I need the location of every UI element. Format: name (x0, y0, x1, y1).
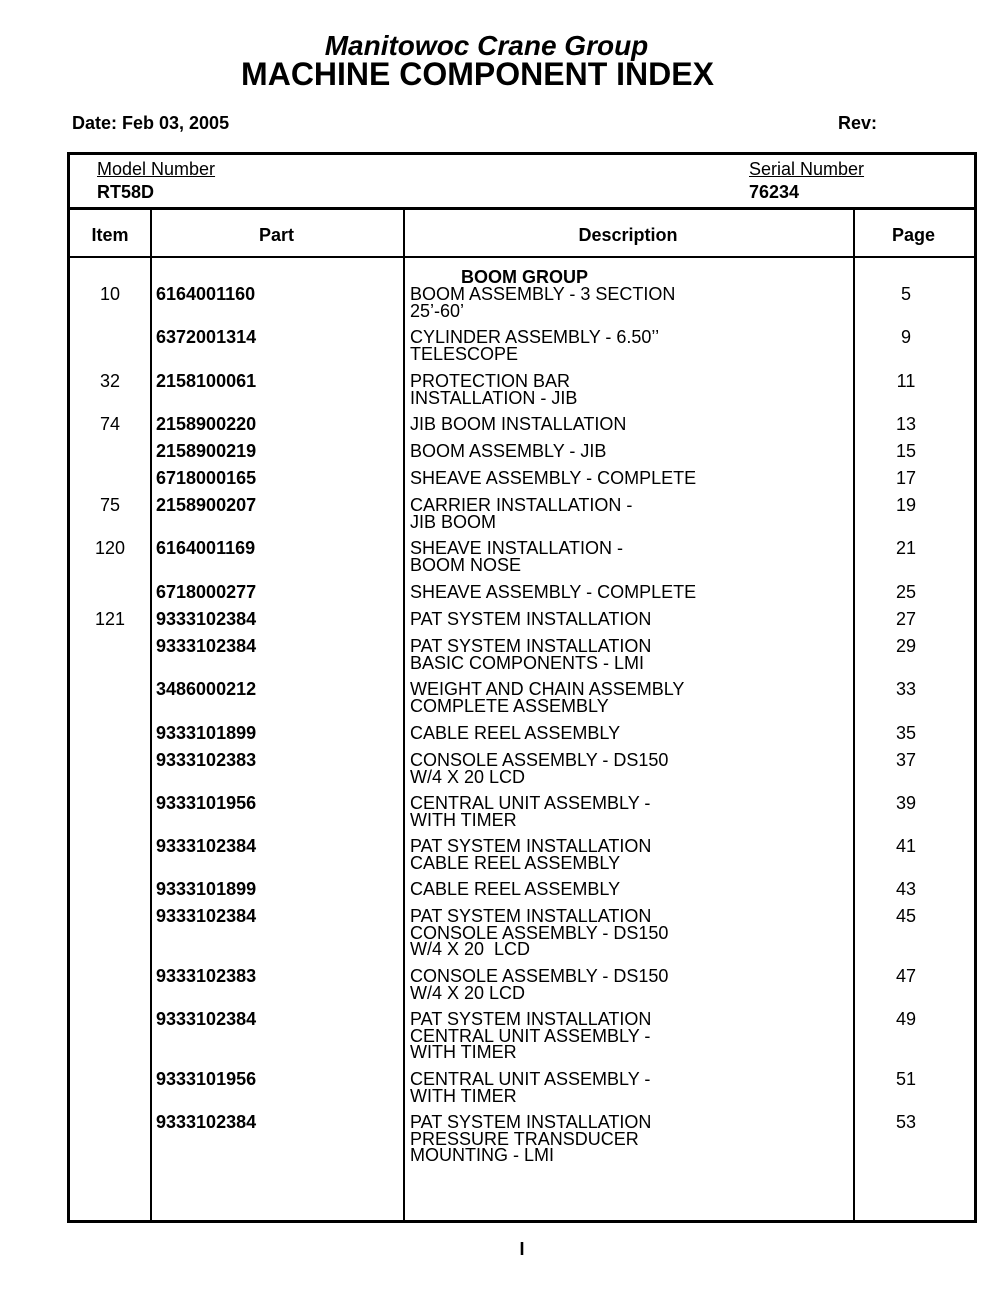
part-description: CONSOLE ASSEMBLY - DS150 W/4 X 20 LCD (410, 966, 669, 1003)
part-number: 2158900220 (156, 414, 257, 434)
model-number-value: RT58D (97, 182, 155, 202)
part-description: JIB BOOM INSTALLATION (410, 414, 627, 434)
column-header-part: Part (258, 225, 294, 245)
column-header-description: Description (578, 225, 678, 245)
page-reference: 39 (895, 793, 917, 813)
page-reference: 45 (895, 906, 917, 926)
part-description: PAT SYSTEM INSTALLATION BASIC COMPONENTS - LMI (410, 636, 652, 673)
part-description: CARRIER INSTALLATION - JIB BOOM (410, 495, 633, 532)
part-number: 9333102383 (156, 966, 257, 986)
part-description: SHEAVE INSTALLATION - BOOM NOSE (410, 538, 624, 575)
page-reference: 53 (895, 1112, 917, 1132)
page-reference: 49 (895, 1009, 917, 1029)
serial-number-label: Serial Number (749, 159, 865, 179)
part-number: 9333102384 (156, 609, 257, 629)
item-column-divider (150, 209, 152, 1220)
page-reference: 11 (896, 371, 916, 391)
part-description: WEIGHT AND CHAIN ASSEMBLY COMPLETE ASSEMBLY (410, 679, 685, 716)
serial-number-value: 76234 (749, 182, 800, 202)
part-description: CABLE REEL ASSEMBLY (410, 723, 621, 743)
part-description: BOOM ASSEMBLY - 3 SECTION 25’-60’ (410, 284, 676, 321)
part-number: 9333102384 (156, 636, 257, 656)
page-reference: 5 (900, 284, 911, 304)
part-description: PAT SYSTEM INSTALLATION PRESSURE TRANSDUCER MOUNTING - LMI (410, 1112, 652, 1165)
page-reference: 13 (895, 414, 917, 434)
page-reference: 21 (895, 538, 917, 558)
page-reference: 35 (895, 723, 917, 743)
page-reference: 27 (895, 609, 917, 629)
part-description: PROTECTION BAR INSTALLATION - JIB (410, 371, 578, 408)
part-description: CONSOLE ASSEMBLY - DS150 W/4 X 20 LCD (410, 750, 669, 787)
header-divider (70, 256, 974, 258)
part-number: 6718000277 (156, 582, 257, 602)
part-number: 6164001160 (156, 284, 256, 304)
part-number: 9333101956 (156, 793, 257, 813)
model-number-label: Model Number (97, 159, 216, 179)
item-number: 32 (99, 371, 121, 391)
part-column-divider (403, 209, 405, 1220)
part-number: 9333102384 (156, 1112, 257, 1132)
description-column-divider (853, 209, 855, 1220)
page-reference: 37 (895, 750, 917, 770)
page-reference: 15 (895, 441, 917, 461)
page-reference: 43 (895, 879, 917, 899)
company-name: Manitowoc Crane Group (324, 30, 649, 61)
group-title: BOOM GROUP (461, 267, 589, 287)
part-number: 3486000212 (156, 679, 257, 699)
item-number: 120 (94, 538, 126, 558)
part-description: PAT SYSTEM INSTALLATION CABLE REEL ASSEMBLY (410, 836, 652, 873)
page-reference: 25 (895, 582, 917, 602)
page-reference: 41 (895, 836, 917, 856)
item-number: 74 (99, 414, 121, 434)
page-reference: 19 (895, 495, 917, 515)
item-number: 121 (94, 609, 126, 629)
document-title: MACHINE COMPONENT INDEX (241, 56, 714, 92)
page-reference: 33 (895, 679, 917, 699)
page-reference: 29 (895, 636, 917, 656)
part-number: 9333102384 (156, 1009, 257, 1029)
column-header-page: Page (891, 225, 936, 245)
part-description: CYLINDER ASSEMBLY - 6.50’’ TELESCOPE (410, 327, 660, 364)
component-index-table (67, 152, 977, 1223)
part-number: 9333102384 (156, 836, 257, 856)
part-number: 6164001169 (156, 538, 256, 558)
part-description: PAT SYSTEM INSTALLATION CENTRAL UNIT ASSEMBLY - WITH TIMER (410, 1009, 652, 1062)
page-reference: 51 (895, 1069, 917, 1089)
document-date: Date: Feb 03, 2005 (72, 113, 230, 133)
part-description: CABLE REEL ASSEMBLY (410, 879, 621, 899)
part-number: 9333101899 (156, 723, 257, 743)
page-number: I (519, 1239, 525, 1259)
item-number: 75 (99, 495, 121, 515)
item-number: 10 (99, 284, 121, 304)
part-description: SHEAVE ASSEMBLY - COMPLETE (410, 582, 697, 602)
part-description: CENTRAL UNIT ASSEMBLY - WITH TIMER (410, 1069, 651, 1106)
part-number: 9333101956 (156, 1069, 257, 1089)
part-number: 6718000165 (156, 468, 257, 488)
page-reference: 17 (895, 468, 917, 488)
part-number: 2158100061 (156, 371, 257, 391)
page-reference: 9 (900, 327, 911, 347)
revision-label: Rev: (838, 113, 878, 133)
part-description: BOOM ASSEMBLY - JIB (410, 441, 607, 461)
part-number: 2158900219 (156, 441, 257, 461)
part-number: 2158900207 (156, 495, 257, 515)
part-description: SHEAVE ASSEMBLY - COMPLETE (410, 468, 697, 488)
part-description: PAT SYSTEM INSTALLATION CONSOLE ASSEMBLY - DS150 W/4 X 20 LCD (410, 906, 669, 959)
model-divider (70, 207, 974, 210)
part-number: 6372001314 (156, 327, 257, 347)
part-description: CENTRAL UNIT ASSEMBLY - WITH TIMER (410, 793, 651, 830)
part-number: 9333101899 (156, 879, 257, 899)
part-number: 9333102383 (156, 750, 257, 770)
page-reference: 47 (895, 966, 917, 986)
column-header-item: Item (91, 225, 129, 245)
part-number: 9333102384 (156, 906, 257, 926)
part-description: PAT SYSTEM INSTALLATION (410, 609, 652, 629)
